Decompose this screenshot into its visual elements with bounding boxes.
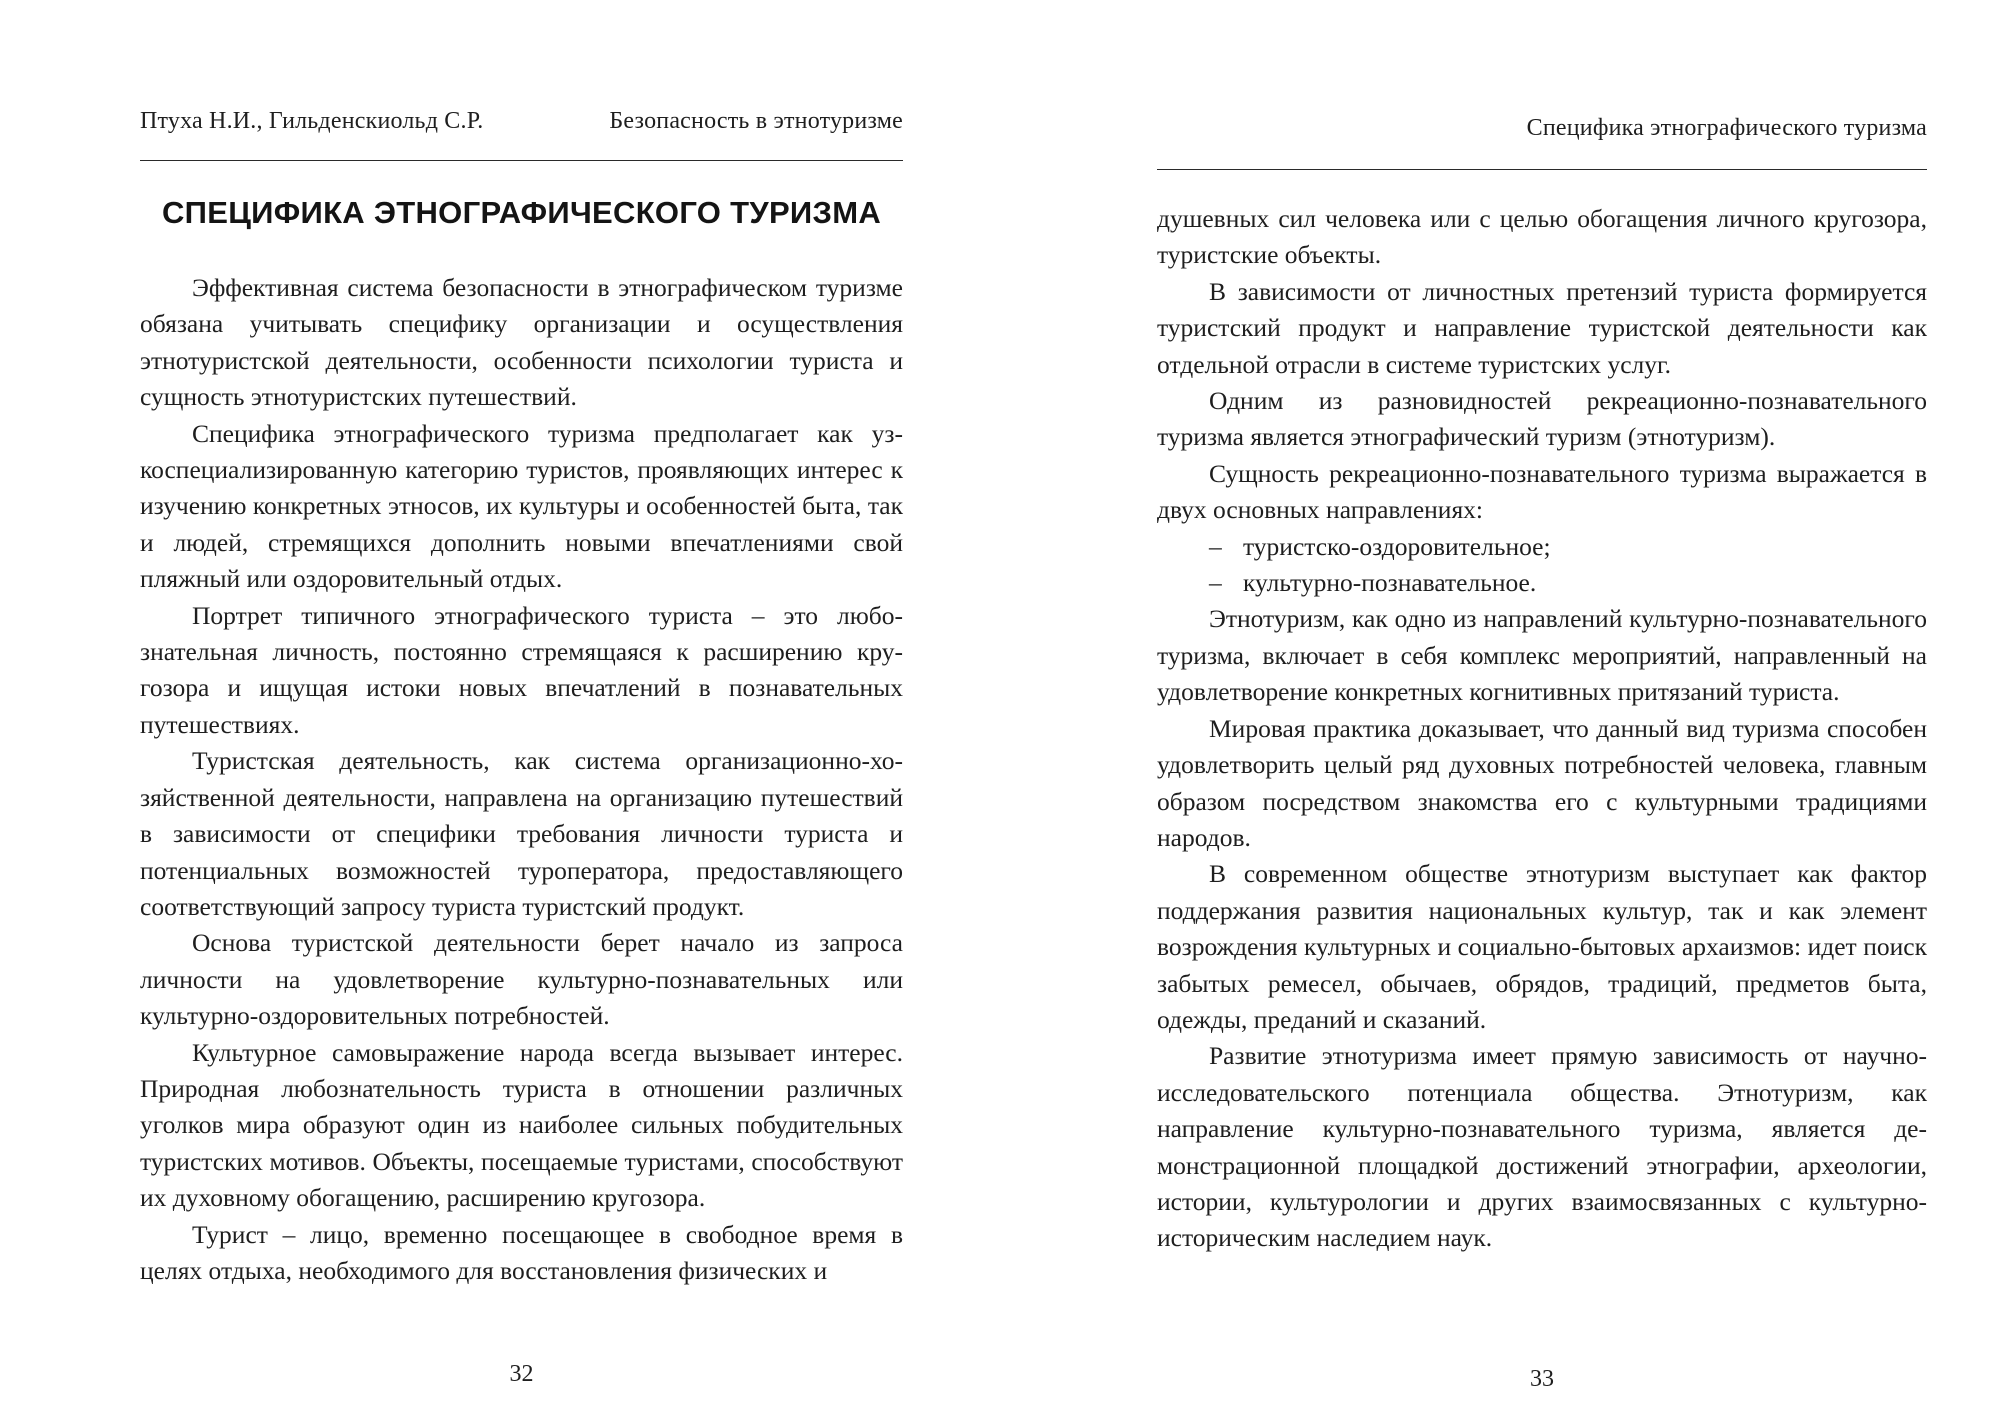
paragraph: Мировая практика доказывает, что данный вид туризма способен удовлетворить целый ряд духовных потребностей человека, главным образом посредством знакомства его с культурными традициями народов.: [1157, 713, 1927, 852]
header-rule-right: [1157, 169, 1927, 170]
running-header-right: [1157, 115, 1927, 142]
list-item-text: культурно-познавательное.: [1243, 568, 1537, 598]
paragraph: Специфика этнографического туризма предполагает как узкоспециализированную категорию туристов, проявляющих интерес к изучению конкретных этносов, их культуры и особенностей быта, так и людей, стремящихся дополнить новыми впечатлениями свой пляжный или оздоровительный отдых.: [140, 418, 903, 594]
list-dash: –: [1209, 568, 1222, 598]
page-number-left: 32: [509, 1361, 534, 1387]
list-item-text: туристско-оздоровительное;: [1243, 531, 1551, 561]
paragraph: Культурное самовыражение народа всегда вызывает интерес. Природная любознательность туриста в отношении различных уголков мира образуют один из наиболее сильных побудительных туристских мотивов. Объекты, посещаемые туристами, способствуют их духовному обогащению, расширению кругозора.: [140, 1037, 903, 1213]
right-page: [1157, 0, 1927, 1423]
chapter-title: СПЕЦИФИКА ЭТНОГРАФИЧЕСКОГО ТУРИЗМА: [161, 195, 882, 230]
paragraph: Эффективная система безопасности в этнографическом туризме обязана учитывать специфику организации и осуществления этнотуристской деятельности, особенности психологии туриста и сущность этнотуристских путешествий.: [140, 273, 903, 412]
paragraph: Основа туристской деятельности берет начало из запроса личности на удовлетворение культурно-познавательных или культурно-оздоровительных потребностей.: [140, 928, 903, 1031]
header-running-title: Специфика этнографического туризма: [1526, 115, 1927, 141]
header-authors: Птуха Н.И., Гильденскиольд С.Р.: [140, 108, 484, 134]
header-book-title: Безопасность в этнотуризме: [609, 108, 903, 134]
right-page-body: [1157, 201, 1927, 1257]
list-item: [1157, 529, 1927, 565]
header-rule-left: [140, 160, 903, 161]
list-item: [1157, 565, 1927, 601]
left-page-body: [140, 270, 903, 1289]
continued-paragraph: душевных сил человека или с целью обогащения личного кругозора, туристские объекты.: [1157, 204, 1927, 270]
paragraph: Развитие этнотуризма имеет прямую зависимость от научно-исследовательского потенциала общества. Этнотуризм, как направление культурно-познавательного туризма, является демонстрационной площадкой достижений этнографии, археологии, истории, культурологии и других взаимосвязанных с культурно-историческим наследием наук.: [1157, 1041, 1927, 1253]
paragraph: В зависимости от личностных претензий туриста формируется туристский продукт и направление туристской деятельности как отдельной отрасли в системе туристских услуг.: [1157, 276, 1927, 379]
paragraph: Портрет типичного этнографического туриста – это любознательная личность, постоянно стремящаяся к расширению кругозора и ищущая истоки новых впечатлений в познавательных путешествиях.: [140, 600, 903, 739]
paragraph: Туристская деятельность, как система организационно-хозяйственной деятельности, направлена на организацию путешествий в зависимости от специфики требования личности туриста и потенциальных возможностей туроператора, предоставляющего соответствующий запросу туриста туристский продукт.: [140, 746, 903, 921]
paragraph: Сущность рекреационно-познавательного туризма выражается в двух основных направлениях:: [1157, 458, 1927, 525]
paragraph: Этнотуризм, как одно из направлений культурно-познавательного туризма, включает в себя комплекс мероприятий, направленный на удовлетворение конкретных когнитивных притязаний туриста.: [1157, 604, 1927, 707]
left-page: [140, 0, 903, 1423]
page-number-right: 33: [1530, 1366, 1554, 1392]
paragraph: В современном обществе этнотуризм выступает как фактор поддержания развития национальных культур, так и как элемент возрождения культурных и социально-бытовых архаизмов: идет поиск забытых ремесел, обычаев, обрядов, традиций, предметов быта, одежды, преданий и сказаний.: [1157, 859, 1927, 1034]
list-dash: –: [1209, 531, 1222, 561]
paragraph: Одним из разновидностей рекреационно-познавательного туризма является этнографический туризм (этнотуризм).: [1157, 386, 1927, 452]
paragraph: Турист – лицо, временно посещающее в свободное время в целях отдыха, необходимого для восстановления физических и: [140, 1219, 903, 1285]
